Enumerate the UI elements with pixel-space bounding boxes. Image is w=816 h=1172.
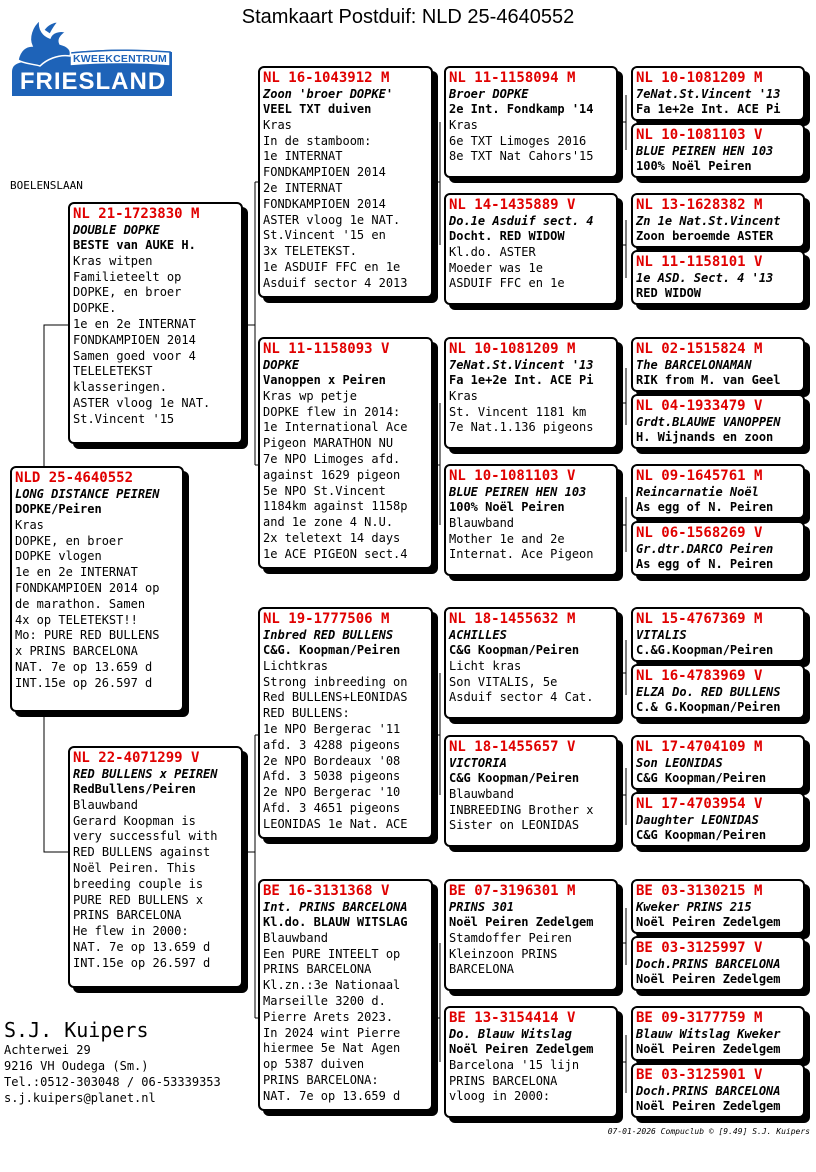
pedigree-card-g4[interactable]	[631, 792, 805, 847]
card-line: Afd. 3 5038 pigeons	[263, 769, 401, 784]
ring-number: BE 03-3130215 M	[636, 883, 763, 899]
card-line: Licht kras	[449, 658, 522, 673]
card-line: Kras	[15, 517, 44, 532]
card-line: Kl.do. ASTER	[449, 244, 536, 259]
pigeon-name: RED BULLENS x PEIREN	[73, 767, 218, 781]
pedigree-card-ff[interactable]	[258, 66, 433, 298]
pigeon-name: Grdt.BLAUWE VANOPPEN	[636, 415, 781, 429]
ring-number: NL 21-1723830 M	[73, 206, 200, 222]
card-line: RED WIDOW	[636, 286, 702, 300]
pigeon-name: 1e ASD. Sect. 4 '13	[636, 271, 774, 285]
pigeon-name: VICTORIA	[449, 756, 507, 770]
owner-city: 9216 VH Oudega (Sm.)	[4, 1059, 149, 1073]
ring-number: NL 16-1043912 M	[263, 70, 390, 86]
card-line: Pierre Arets 2023.	[263, 1009, 394, 1024]
card-line: vloog in 2000:	[449, 1089, 551, 1104]
ring-number: NL 18-1455632 M	[449, 611, 576, 627]
pigeon-name: Zoon 'broer DOPKE'	[263, 87, 394, 101]
ring-number: NL 19-1777506 M	[263, 611, 390, 627]
card-line: PRINS BARCELONA	[263, 962, 372, 977]
card-line: St. Vincent 1181 km	[449, 404, 587, 419]
card-line: 2e INTERNAT	[263, 180, 343, 195]
card-line: Samen goed voor 4	[73, 348, 196, 363]
ring-number: NL 13-1628382 M	[636, 197, 763, 213]
logo-line-friesland: FRIESLAND	[19, 68, 167, 95]
ring-number: NL 10-1081103 V	[449, 468, 576, 484]
card-line: hiermee 5e Nat Agen	[263, 1041, 401, 1056]
ring-number: BE 13-3154414 V	[449, 1010, 576, 1026]
card-line: NAT. 7e op 13.659 d	[263, 1088, 401, 1103]
card-line: op 5387 duiven	[263, 1057, 365, 1072]
ring-number: BE 07-3196301 M	[449, 883, 576, 899]
card-line: Stamdoffer Peiren	[449, 930, 572, 945]
card-line: St.Vincent '15	[73, 411, 175, 426]
pedigree-card-g4[interactable]	[631, 250, 805, 305]
ring-number: NL 11-1158101 V	[636, 254, 763, 270]
pedigree-card-g4[interactable]	[631, 1006, 805, 1061]
card-line: 7e NPO Limoges afd.	[263, 451, 401, 466]
card-line: Noël Peiren Zedelgem	[636, 1042, 781, 1056]
pedigree-card-mother[interactable]	[68, 746, 243, 988]
pigeon-name: Reincarnatie Noël	[636, 485, 759, 499]
ring-number: NL 11-1158094 M	[449, 70, 576, 86]
card-line: Docht. RED WIDOW	[449, 229, 565, 243]
ring-number: NL 10-1081209 M	[449, 341, 576, 357]
pigeon-name: 7eNat.St.Vincent '13	[636, 87, 781, 101]
card-line: Asduif sector 4 2013	[263, 275, 408, 290]
pedigree-card-subject[interactable]	[10, 466, 184, 712]
ring-number: NL 09-1645761 M	[636, 468, 763, 484]
owner-phone: Tel.:0512-303048 / 06-53339353	[4, 1075, 221, 1089]
card-line: 1e en 2e INTERNAT	[15, 565, 138, 580]
card-line: C&G Koopman/Peiren	[449, 771, 580, 785]
card-line: ASTER vloog 1e NAT.	[73, 395, 211, 410]
card-line: He flew in 2000:	[73, 924, 189, 939]
ring-number: NL 06-1568269 V	[636, 525, 763, 541]
card-line: C&G. Koopman/Peiren	[263, 643, 401, 657]
card-line: C&G Koopman/Peiren	[636, 771, 767, 785]
pigeon-name: LONG DISTANCE PEIREN	[15, 487, 160, 501]
card-line: Barcelona '15 lijn	[449, 1057, 580, 1072]
card-line: 6e TXT Limoges 2016	[449, 133, 587, 148]
card-line: Son VITALIS, 5e	[449, 674, 558, 689]
card-line: Afd. 3 4651 pigeons	[263, 800, 401, 815]
card-line: Pigeon MARATHON NU	[263, 436, 394, 451]
card-line: klasseringen.	[73, 380, 167, 395]
page-title: Stamkaart Postduif: NLD 25-4640552	[241, 6, 575, 28]
card-line: C&G Koopman/Peiren	[636, 828, 767, 842]
pedigree-card-father[interactable]	[68, 202, 243, 444]
owner-email[interactable]: s.j.kuipers@planet.nl	[4, 1091, 156, 1105]
card-line: PRINS BARCELONA:	[263, 1072, 379, 1087]
owner-address	[4, 1018, 221, 1106]
card-line: INBREEDING Brother x	[449, 802, 594, 817]
pedigree-card-g4[interactable]	[631, 394, 805, 449]
card-line: FONDKAMPIOEN 2014 op	[15, 580, 160, 595]
card-line: Kl.do. BLAUW WITSLAG	[263, 915, 408, 929]
card-line: ASDUIF FFC en 1e	[449, 276, 565, 291]
ring-number: NL 17-4703954 V	[636, 796, 763, 812]
pigeon-name: Zn 1e Nat.St.Vincent	[636, 214, 781, 228]
card-line: NAT. 7e op 13.659 d	[15, 659, 153, 674]
card-line: DOPKE vlogen	[15, 549, 102, 564]
card-line: As egg of N. Peiren	[636, 557, 774, 571]
card-line: 3x TELETEKST.	[263, 244, 357, 259]
pigeon-name: ELZA Do. RED BULLENS	[636, 685, 781, 699]
card-line: Kras	[449, 388, 478, 403]
card-line: x PRINS BARCELONA	[15, 644, 138, 659]
pigeon-name: Blauw Witslag Kweker	[636, 1027, 781, 1041]
card-line: 1e International Ace	[263, 420, 408, 435]
card-line: DOPKE, en broer	[73, 285, 182, 300]
card-line: In de stamboom:	[263, 133, 372, 148]
card-line: In 2024 wint Pierre	[263, 1025, 401, 1040]
pigeon-name: Inbred RED BULLENS	[263, 628, 394, 642]
pigeon-name: Do.1e Asduif sect. 4	[449, 214, 594, 228]
card-line: 1e en 2e INTERNAT	[73, 316, 196, 331]
card-line: INT.15e op 26.597 d	[73, 955, 211, 970]
pigeon-name: PRINS 301	[449, 900, 515, 914]
card-line: FONDKAMPIOEN 2014	[263, 165, 386, 180]
pigeon-name: VITALIS	[636, 628, 687, 642]
ring-number: BE 09-3177759 M	[636, 1010, 763, 1026]
pigeon-name: Kweker PRINS 215	[636, 900, 752, 914]
card-line: BARCELONA	[449, 962, 515, 977]
logo-line-kweekcentrum: KWEEKCENTRUM	[73, 53, 167, 65]
ring-number: NL 02-1515824 M	[636, 341, 763, 357]
pedigree-card-g3[interactable]	[444, 66, 618, 178]
card-line: Kras	[449, 117, 478, 132]
pigeon-name: BLUE PEIREN HEN 103	[636, 144, 774, 158]
card-line: Blauwband	[449, 515, 515, 530]
card-line: Strong inbreeding on	[263, 674, 408, 689]
owner-name: S.J. Kuipers	[4, 1018, 149, 1042]
card-line: Noël Peiren Zedelgem	[636, 915, 781, 929]
pedigree-card-g3[interactable]	[444, 879, 618, 991]
pigeon-name: Doch.PRINS BARCELONA	[636, 957, 781, 971]
card-line: Kras witpen	[73, 253, 153, 268]
ring-number: NL 11-1158093 V	[263, 341, 390, 357]
card-line: Blauwband	[73, 797, 139, 812]
ring-number: BE 03-3125997 V	[636, 940, 763, 956]
card-line: Mo: PURE RED BULLENS	[15, 628, 160, 643]
card-line: afd. 3 4288 pigeons	[263, 737, 401, 752]
pigeon-name: Doch.PRINS BARCELONA	[636, 1084, 781, 1098]
card-line: LEONIDAS 1e Nat. ACE	[263, 816, 408, 831]
card-line: Kl.zn.:3e Nationaal	[263, 978, 401, 993]
loft-name: BOELENSLAAN	[10, 179, 83, 192]
pigeon-name: Do. Blauw Witslag	[449, 1027, 572, 1041]
ring-number: NL 04-1933479 V	[636, 398, 763, 414]
card-line: 4x op TELETEKST!!	[15, 612, 138, 627]
card-line: Red BULLENS+LEONIDAS	[263, 690, 408, 705]
pedigree-card-g4[interactable]	[631, 521, 805, 576]
ring-number: NL 10-1081103 V	[636, 127, 763, 143]
ring-number: NL 16-4783969 V	[636, 668, 763, 684]
card-line: C.&G.Koopman/Peiren	[636, 643, 774, 657]
pigeon-name: DOPKE	[263, 358, 300, 372]
card-line: RIK from M. van Geel	[636, 373, 781, 387]
card-line: 8e TXT Nat Cahors'15	[449, 149, 594, 164]
card-line: Zoon beroemde ASTER	[636, 229, 774, 243]
pedigree-card-g4[interactable]	[631, 735, 805, 790]
pedigree-card-mm[interactable]	[258, 879, 433, 1111]
card-line: RED BULLENS against	[73, 845, 211, 860]
pedigree-card-g4[interactable]	[631, 66, 805, 121]
card-line: 1e NPO Bergerac '11	[263, 721, 401, 736]
card-line: 2e Int. Fondkamp '14	[449, 102, 594, 116]
card-line: Noël Peiren Zedelgem	[449, 1042, 594, 1056]
card-line: 7e Nat.1.136 pigeons	[449, 420, 594, 435]
card-line: Asduif sector 4 Cat.	[449, 690, 594, 705]
pedigree-card-g4[interactable]	[631, 664, 805, 719]
pigeon-name: Broer DOPKE	[449, 87, 529, 101]
pigeon-name: DOUBLE DOPKE	[73, 223, 160, 237]
card-line: DOPKE/Peiren	[15, 502, 102, 516]
card-line: 100% Noël Peiren	[449, 500, 565, 514]
owner-street: Achterwei 29	[4, 1043, 91, 1057]
card-line: DOPKE.	[73, 301, 117, 316]
pigeon-name: Daughter LEONIDAS	[636, 813, 759, 827]
card-line: INT.15e op 26.597 d	[15, 675, 153, 690]
card-line: FONDKAMPIOEN 2014	[73, 332, 196, 347]
card-line: Noël Peiren Zedelgem	[449, 915, 594, 929]
card-line: 1e ACE PIGEON sect.4	[263, 546, 408, 561]
card-line: Sister on LEONIDAS	[449, 818, 580, 833]
card-line: RED BULLENS:	[263, 706, 350, 721]
pedigree-card-g3[interactable]	[444, 735, 618, 847]
card-line: FONDKAMPIOEN 2014	[263, 196, 386, 211]
ring-number: BE 03-3125901 V	[636, 1067, 763, 1083]
card-line: Marseille 3200 d.	[263, 993, 386, 1008]
pigeon-name: Son LEONIDAS	[636, 756, 723, 770]
card-line: 2e NPO Bergerac '10	[263, 785, 401, 800]
ring-number: NL 18-1455657 V	[449, 739, 576, 755]
card-line: 5e NPO St.Vincent	[263, 483, 386, 498]
card-line: PURE RED BULLENS x	[73, 892, 204, 907]
card-line: 1184km against 1158p	[263, 499, 408, 514]
pedigree-card-g3[interactable]	[444, 193, 618, 305]
pedigree-card-g3[interactable]	[444, 337, 618, 449]
card-line: Kras wp petje	[263, 388, 357, 403]
pedigree-card-g3[interactable]	[444, 464, 618, 576]
pigeon-name: Int. PRINS BARCELONA	[263, 900, 408, 914]
card-line: 1e INTERNAT	[263, 149, 343, 164]
card-line: DOPKE flew in 2014:	[263, 404, 401, 419]
pedigree-card-g4[interactable]	[631, 123, 805, 178]
pedigree-card-g4[interactable]	[631, 936, 805, 991]
pedigree-card-mf[interactable]	[258, 607, 433, 839]
pigeon-name: The BARCELONAMAN	[636, 358, 752, 372]
card-line: Een PURE INTEELT op	[263, 946, 401, 961]
card-line: and 1e zone 4 N.U.	[263, 515, 394, 530]
card-line: H. Wijnands en zoon	[636, 430, 774, 444]
footer-credit: 07-01-2026 Compuclub © [9.49] S.J. Kuipers	[607, 1127, 810, 1136]
pedigree-card-g4[interactable]	[631, 1063, 805, 1118]
pedigree-card-g4[interactable]	[631, 193, 805, 248]
card-line: Mother 1e and 2e	[449, 531, 565, 546]
card-line: Lichtkras	[263, 658, 329, 673]
card-line: DOPKE, en broer	[15, 533, 124, 548]
card-line: ASTER vloog 1e NAT.	[263, 212, 401, 227]
card-line: 2e NPO Bordeaux '08	[263, 753, 401, 768]
card-line: C&G Koopman/Peiren	[449, 643, 580, 657]
card-line: Kleinzoon PRINS	[449, 946, 558, 961]
pigeon-name: BLUE PEIREN HEN 103	[449, 485, 587, 499]
pigeon-name: ACHILLES	[449, 628, 507, 642]
card-line: As egg of N. Peiren	[636, 500, 774, 514]
card-line: PRINS BARCELONA	[449, 1073, 558, 1088]
ring-number: NL 14-1435889 V	[449, 197, 576, 213]
card-line: Vanoppen x Peiren	[263, 373, 386, 387]
pedigree-card-g4[interactable]	[631, 337, 805, 392]
card-line: very successful with	[73, 829, 218, 844]
card-line: St.Vincent '15 en	[263, 228, 386, 243]
card-line: 2x teletext 14 days	[263, 530, 401, 545]
card-line: Noël Peiren Zedelgem	[636, 972, 781, 986]
ring-number: BE 16-3131368 V	[263, 883, 390, 899]
card-line: Noël Peiren Zedelgem	[636, 1099, 781, 1113]
pigeon-name: Gr.dtr.DARCO Peiren	[636, 542, 774, 556]
card-line: 100% Noël Peiren	[636, 159, 752, 173]
card-line: Blauwband	[449, 786, 515, 801]
card-line: Noël Peiren. This	[73, 860, 196, 875]
ring-number: NL 22-4071299 V	[73, 750, 200, 766]
card-line: TELELETEKST	[73, 364, 153, 379]
pedigree-card-g3[interactable]	[444, 1006, 618, 1118]
card-line: 1e ASDUIF FFC en 1e	[263, 259, 401, 274]
card-line: Internat. Ace Pigeon	[449, 547, 594, 562]
card-line: NAT. 7e op 13.659 d	[73, 939, 211, 954]
card-line: BESTE van AUKE H.	[73, 238, 196, 252]
card-line: C.& G.Koopman/Peiren	[636, 700, 781, 714]
card-line: breeding couple is	[73, 876, 204, 891]
pedigree-card-fm[interactable]	[258, 337, 433, 569]
pigeon-name: 7eNat.St.Vincent '13	[449, 358, 594, 372]
card-line: Familieteelt op	[73, 269, 182, 284]
card-line: Fa 1e+2e Int. ACE Pi	[636, 102, 781, 116]
card-line: against 1629 pigeon	[263, 467, 401, 482]
card-line: RedBullens/Peiren	[73, 782, 196, 796]
pedigree-card-g4[interactable]	[631, 464, 805, 519]
ring-number: NL 17-4704109 M	[636, 739, 763, 755]
ring-number: NL 10-1081209 M	[636, 70, 763, 86]
card-line: Fa 1e+2e Int. ACE Pi	[449, 373, 594, 387]
ring-number: NL 15-4767369 M	[636, 611, 763, 627]
ring-number: NLD 25-4640552	[15, 470, 134, 486]
card-line: Moeder was 1e	[449, 260, 543, 275]
card-line: VEEL TXT duiven	[263, 102, 372, 116]
pedigree-card-g3[interactable]	[444, 607, 618, 719]
card-line: Gerard Koopman is	[73, 813, 196, 828]
card-line: Kras	[263, 117, 292, 132]
card-line: Blauwband	[263, 930, 329, 945]
card-line: PRINS BARCELONA	[73, 908, 182, 923]
pedigree-card-g4[interactable]	[631, 879, 805, 934]
pedigree-card-g4[interactable]	[631, 607, 805, 662]
card-line: de marathon. Samen	[15, 596, 146, 611]
